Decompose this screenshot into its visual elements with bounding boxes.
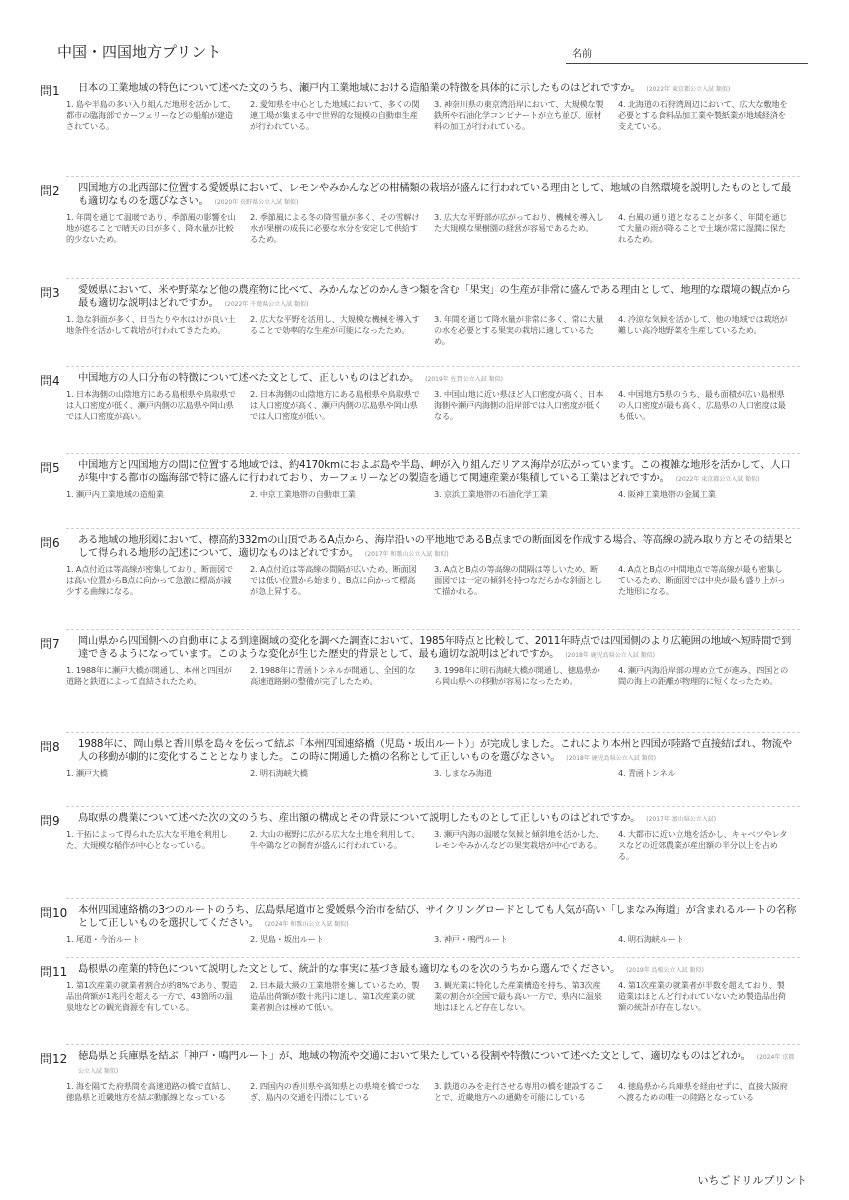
choice-list [66,1081,800,1103]
question-number: 問3 [40,286,60,300]
choice-list [66,99,800,132]
choice-list [66,934,800,945]
question-text: 中国地方と四国地方の間に位置する地域では、約4170kmにおよぶ島や半島、岬が入り組んだリアス海岸が広がっています。この複雑な地形を活かして、人口が集中する都市の臨海部で特に盛んに行われており、カーフェリーなどの製造を通じて関連産業が集積している工業はどれですか。 [78,459,791,484]
question-stem [78,1050,800,1078]
question-stem [78,284,800,311]
question-block [40,82,800,132]
answer-choice[interactable]: 1. 瀬戸内工業地域の造船業 [66,489,164,499]
question-number: 問10 [40,906,68,920]
question-text: 四国地方の北西部に位置する愛媛県において、レモンやみかんなどの柑橘類の栽培が盛んに行われている理由として、地域の自然環境を説明したものとして最も適切なものを選びなさい。 [78,182,791,207]
answer-choice[interactable]: 3. 神奈川県の東京湾沿岸において、大規模な製鉄所や石油化学コンビナートが立ち並び、原材料の加工が行われている。 [434,99,604,131]
question-source: (2022年 千葉県公立入試 類似) [224,301,309,308]
question-block [40,459,800,500]
question-text: 本州四国連絡橋の3つのルートのうち、広島県尾道市と愛媛県今治市を結び、サイクリングロードとしても人気が高い「しまなみ海道」が含まれるルートの名称として正しいものを選択してください。 [78,904,797,929]
question-block [40,182,800,245]
answer-choice[interactable]: 1. 島や半島の多い入り組んだ地形を活かして、都市の臨海部でカーフェリーなどの船舶が建造されている。 [66,99,236,131]
question-stem [78,635,800,662]
answer-choice[interactable]: 1. A点付近は等高線が密集しており、断面図では高い位置からB点に向かって急激に標高が減少する曲線になる。 [66,564,233,596]
name-underline [566,63,808,64]
answer-choice[interactable]: 3. 1998年に明石海峡大橋が開通し、徳島県から岡山県への移動が容易になったため。 [434,665,600,686]
question-divider [66,898,800,899]
answer-choice[interactable]: 2. 広大な平野を活用し、大規模な機械を導入することで効率的な生産が可能になったため。 [250,314,420,335]
question-number: 問8 [40,740,60,754]
question-divider [66,1044,800,1045]
question-source: (2019年 島根公立入試 類似) [626,967,704,974]
question-divider [66,957,800,958]
answer-choice[interactable]: 3. 観光業に特化した産業構造を持ち、第3次産業の割合が全国で最も高い一方で、県内に温泉地はほとんど存在しない。 [434,980,602,1012]
answer-choice[interactable]: 4. 台風の通り道となることが多く、年間を通じて大量の雨が降ることで土壌が常に湿潤に保たれるため。 [618,212,788,244]
question-number: 問6 [40,536,60,550]
answer-choice[interactable]: 3. 瀬戸内海の温暖な気候と傾斜地を活かした、レモンやみかんなどの果実栽培が中心である。 [434,829,604,850]
question-block [40,372,800,422]
question-stem [78,738,800,765]
answer-choice[interactable]: 4. 明石海峡ルート [618,934,684,944]
question-stem [78,963,800,977]
question-text: 中国地方の人口分布の特徴について述べた文として、正しいものはどれか。 [78,372,420,384]
question-source: (2022年 東京都公立入試 類似) [675,476,760,483]
answer-choice[interactable]: 2. 中京工業地帯の自動車工業 [250,489,356,499]
answer-choice[interactable]: 3. しまなみ海道 [434,768,492,778]
answer-choice[interactable]: 4. 瀬戸内海沿岸部の埋め立てが進み、四国との間の海上の距離が物理的に短くなったため。 [618,665,789,686]
answer-choice[interactable]: 3. 京浜工業地帯の石油化学工業 [434,489,548,499]
question-source: (2017年 富山県公立入試) [646,816,717,823]
question-block [40,738,800,779]
answer-choice[interactable]: 2. 四国内の香川県や高知県との県境を橋でつなぎ、島内の交通を円滑にしている [250,1081,420,1102]
answer-choice[interactable]: 1. 瀬戸大橋 [66,768,108,778]
question-number: 問11 [40,965,68,979]
answer-choice[interactable]: 1. 第1次産業の就業者割合が約8%であり、製造品出荷額が1兆円を超える一方で、43箇所の温泉地などの観光資源を有している。 [66,980,238,1012]
answer-choice[interactable]: 4. 中国地方5県のうち、最も面積が広い島根県の人口密度が最も高く、広島県の人口密度は最も低い。 [618,389,786,421]
question-stem [78,459,800,486]
question-source: (2024年 和歌山公立入試 類似) [264,921,349,928]
question-stem [78,82,800,96]
question-stem [78,812,800,826]
answer-choice[interactable]: 1. 急な斜面が多く、日当たりや水はけが良い土地条件を活かして栽培が行われてきたため。 [66,314,236,335]
answer-choice[interactable]: 2. 明石海峡大橋 [250,768,308,778]
choice-list [66,665,800,687]
answer-choice[interactable]: 2. 大山の裾野に広がる広大な土地を利用して、牛や鶏などの飼育が盛んに行われている。 [250,829,420,850]
choice-list [66,768,800,779]
answer-choice[interactable]: 1. 年間を通じて温暖であり、季節風の影響を山地が遮ることで晴天の日が多く、降水量が比較的少ないため。 [66,212,236,244]
question-text: 日本の工業地域の特色について述べた文のうち、瀬戸内工業地域における造船業の特徴を具体的に示したものはどれですか。 [78,82,641,94]
footer-brand: いちごドリルプリント [697,1174,807,1187]
answer-choice[interactable]: 4. A点とB点の中間地点で等高線が最も密集しているため、断面図では中央が最も盛り上がった地形になる。 [618,564,786,596]
answer-choice[interactable]: 1. 干拓によって得られた広大な平地を利用した、大規模な稲作が中心となっている。 [66,829,228,850]
question-stem [78,182,800,209]
answer-choice[interactable]: 2. 季節風による冬の降雪量が多く、その雪解け水が果樹の成長に必要な水分を安定して供給するため。 [250,212,420,244]
question-text: 徳島県と兵庫県を結ぶ「神戸・鳴門ルート」が、地域の物流や交通において果たしている役割や特徴について述べた文として、適切なものはどれか。 [78,1050,751,1062]
question-block [40,284,800,347]
question-divider [66,453,800,454]
answer-choice[interactable]: 2. 愛知県を中心とした地域において、多くの関連工場が集まる中で世界的な規模の自動車生産が行われている。 [250,99,420,131]
answer-choice[interactable]: 2. 1988年に青函トンネルが開通し、全国的な高速道路網の整備が完了したため。 [250,665,416,686]
question-source: (2024年 京都公立入試 類似) [78,1054,795,1075]
answer-choice[interactable]: 3. 神戸・鳴門ルート [434,934,508,944]
question-block [40,1050,800,1103]
question-number: 問5 [40,461,60,475]
choice-list [66,212,800,245]
choice-list [66,389,800,422]
question-text: 愛媛県において、米や野菜など他の農産物に比べて、みかんなどのかんきつ類を含む「果実」の生産が非常に盛んである理由として、地理的な環境の観点から最も適切な説明はどれですか。 [78,284,791,309]
question-divider [66,278,800,279]
answer-choice[interactable]: 4. 徳島県から兵庫県を経由せずに、直接大阪府へ渡るための唯一の陸路となっている [618,1081,788,1102]
page-title: 中国・四国地方プリント [57,43,222,61]
choice-list [66,980,800,1013]
question-stem [78,534,800,561]
answer-choice[interactable]: 3. 鉄道のみを走行させる専用の橋を建設することで、近畿地方への通勤を可能にしている [434,1081,604,1102]
question-text: 1988年に、岡山県と香川県を島々を伝って結ぶ「本州四国連絡橋（児島・坂出ルート）」が完成しました。これにより本州と四国が陸路で直接結ばれ、物流や人の移動が劇的に変化することとなりました。この時に開通した橋の名称として正しいものを選びなさい。 [78,738,792,763]
question-text: 島根県の産業的特色について説明した文として、統計的な事実に基づき最も適切なものを次のうちから選んでください。 [78,963,621,975]
answer-choice[interactable]: 2. A点付近は等高線の間隔が広いため、断面図では低い位置から始まり、B点に向かって標高が急上昇する。 [250,564,417,596]
question-source: (2018年 鹿児島県公立入試 類似) [566,755,657,762]
answer-choice[interactable]: 3. 広大な平野部が広がっており、機械を導入した大規模な果樹園の経営が容易であるため。 [434,212,604,233]
question-divider [66,528,800,529]
answer-choice[interactable]: 4. 北海道の石狩湾周辺において、広大な敷地を必要とする食料品加工業や製紙業が地域経済を支えている。 [618,99,788,131]
question-stem [78,904,800,931]
choice-list [66,489,800,500]
answer-choice[interactable]: 3. 中国山地に近い県ほど人口密度が高く、日本海側や瀬戸内海側の沿岸部では人口密度が低くなる。 [434,389,604,421]
choice-list [66,564,800,597]
question-source: (2022年 東京都公立入試 類似) [646,86,731,93]
question-divider [66,629,800,630]
answer-choice[interactable]: 3. 年間を通じて降水量が非常に多く、常に大量の水を必要とする果実の栽培に適しているため。 [434,314,604,346]
answer-choice[interactable]: 4. 阪神工業地帯の金属工業 [618,489,716,499]
question-divider [66,732,800,733]
question-number: 問12 [40,1052,68,1066]
answer-choice[interactable]: 4. 第1次産業の就業者が半数を超えており、製造業はほとんど行われていないため製造品出荷額の統計が存在しない。 [618,980,786,1012]
question-divider [66,806,800,807]
question-number: 問7 [40,637,60,651]
answer-choice[interactable]: 4. 冷涼な気候を活かして、他の地域では栽培が難しい高冷地野菜を生産しているため。 [618,314,788,335]
choice-list [66,829,800,862]
answer-choice[interactable]: 2. 児島・坂出ルート [250,934,324,944]
question-number: 問4 [40,374,60,388]
question-block [40,963,800,1013]
question-divider [66,176,800,177]
question-text: 鳥取県の農業について述べた次の文のうち、産出額の構成とその背景について説明したものとして正しいものはどれですか。 [78,812,641,824]
question-block [40,904,800,945]
answer-choice[interactable]: 2. 日本海側の山陰地方にある島根県や鳥取県では人口密度が高く、瀬戸内側の広島県や岡山県では人口密度が低い。 [250,389,420,421]
question-number: 問1 [40,84,60,98]
answer-choice[interactable]: 1. 日本海側の山陰地方にある島根県や鳥取県では人口密度が低く、瀬戸内側の広島県や岡山県では人口密度が高い。 [66,389,236,421]
question-text: ある地域の地形図において、標高約332mの山頂であるA点から、海岸沿いの平地地であるB点までの断面図を作成する場合、等高線の読み取り方とその結果として得られる地形の記述について、適切なものはどれですか。 [78,534,794,559]
answer-choice[interactable]: 1. 海を隔てた府県間を高速道路の橋で直結し、徳島県と近畿地方を結ぶ動脈線となっている [66,1081,236,1102]
question-stem [78,372,800,386]
name-label: 名前 [572,49,592,60]
answer-choice[interactable]: 1. 尾道・今治ルート [66,934,140,944]
question-block [40,635,800,687]
question-text: 岡山県から四国側への自動車による到達圏域の変化を調べた調査において、1985年時点と比較して、2011年時点では四国側のより広範囲の地域へ短時間で到達できるようになっています。このような変化が生じた歴史的背景として、最も適切な説明はどれですか。 [78,635,792,660]
question-source: (2019年 佐賀公立入試 類似) [425,376,503,383]
answer-choice[interactable]: 1. 1988年に瀬戸大橋が開通し、本州と四国が道路と鉄道によって直結されたため。 [66,665,232,686]
answer-choice[interactable]: 3. A点とB点の等高線の間隔は等しいため、断面図では一定の傾斜を持つなだらかな斜面として描かれる。 [434,564,602,596]
question-block [40,812,800,862]
question-source: (2018年 鹿児島県公立入試 類似) [565,652,655,659]
question-source: (2020年 長野県公立入試 類似) [214,199,299,206]
question-divider [66,366,800,367]
question-source: (2017年 和歌山公立入試 類似) [364,551,449,558]
question-number: 問2 [40,184,60,198]
answer-choice[interactable]: 4. 大都市に近い立地を活かし、キャベツやレタスなどの近郊農業が産出額の半分以上を占める。 [618,829,788,861]
question-block [40,534,800,597]
choice-list [66,314,800,347]
question-number: 問9 [40,814,60,828]
answer-choice[interactable]: 2. 日本最大級の工業地帯を擁しているため、製造品出荷額が数十兆円に達し、第1次産業の就業者割合は極めて低い。 [250,980,420,1012]
answer-choice[interactable]: 4. 青函トンネル [618,768,676,778]
